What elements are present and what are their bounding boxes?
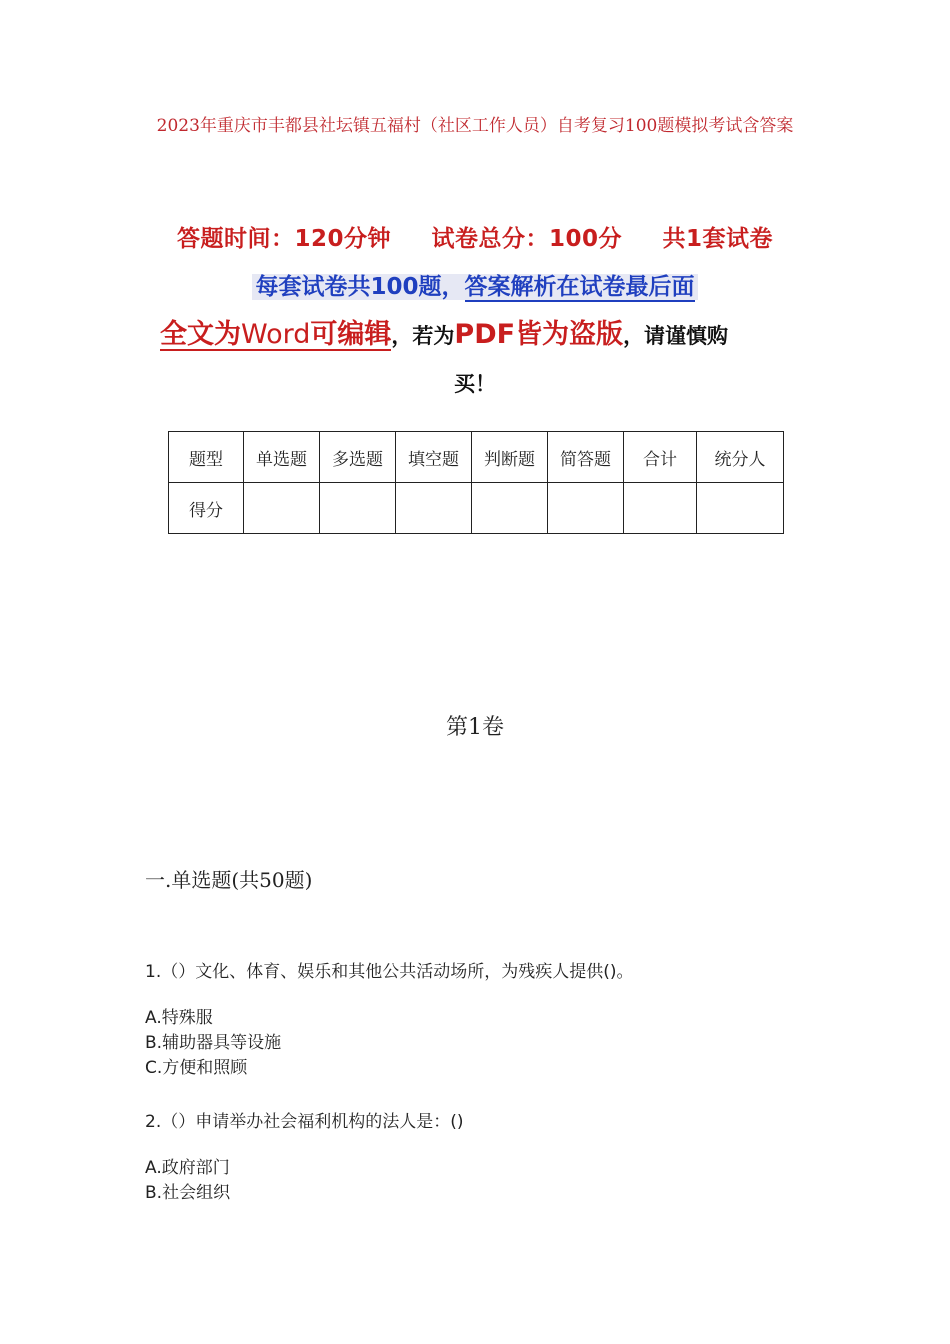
piracy-warning bbox=[160, 312, 800, 351]
warning-editable: 可编辑 bbox=[310, 319, 392, 350]
question-2-option-a: A.政府部门 bbox=[145, 1158, 230, 1178]
score-cell bbox=[548, 483, 624, 534]
warning-pirated: 皆为盗版 bbox=[515, 319, 624, 350]
question-1-option-b: B.辅助器具等设施 bbox=[145, 1033, 282, 1053]
score-header-fill: 填空题 bbox=[396, 432, 472, 483]
notice-question-count: 每套试卷共100题， bbox=[255, 274, 465, 300]
warning-word: Word bbox=[241, 319, 311, 350]
score-table-header-row bbox=[169, 432, 784, 483]
score-header-type: 题型 bbox=[169, 432, 244, 483]
warning-caution: ，请谨慎购 bbox=[623, 324, 729, 348]
score-cell bbox=[472, 483, 548, 534]
score-cell bbox=[244, 483, 320, 534]
exam-info bbox=[0, 220, 950, 253]
question-1-option-a: A.特殊服 bbox=[145, 1008, 213, 1028]
question-2: 2.（）申请举办社会福利机构的法人是：() bbox=[145, 1112, 464, 1132]
volume-heading: 第1卷 bbox=[446, 715, 504, 740]
exam-set-count: 共1套试卷 bbox=[662, 226, 774, 252]
notice-answer-location: 答案解析在试卷最后面 bbox=[464, 274, 695, 300]
exam-time: 答题时间：120分钟 bbox=[176, 226, 391, 252]
score-cell bbox=[624, 483, 697, 534]
score-table bbox=[168, 431, 784, 534]
score-header-grader: 统分人 bbox=[697, 432, 784, 483]
question-1-option-c: C.方便和照顾 bbox=[145, 1058, 248, 1078]
section-heading: 一.单选题(共50题) bbox=[145, 868, 313, 892]
warning-pdf: PDF bbox=[454, 319, 516, 350]
score-header-judge: 判断题 bbox=[472, 432, 548, 483]
exam-total-score: 试卷总分：100分 bbox=[431, 226, 622, 252]
question-1: 1.（）文化、体育、娱乐和其他公共活动场所，为残疾人提供()。 bbox=[145, 962, 634, 982]
score-table-score-row bbox=[169, 483, 784, 534]
score-cell bbox=[396, 483, 472, 534]
question-2-option-b: B.社会组织 bbox=[145, 1183, 231, 1203]
warning-part1: 全文为 bbox=[160, 319, 241, 350]
score-header-short: 简答题 bbox=[548, 432, 624, 483]
warning-buy: 买！ bbox=[454, 372, 496, 396]
score-header-total: 合计 bbox=[624, 432, 697, 483]
document-title: 2023年重庆市丰都县社坛镇五福村（社区工作人员）自考复习100题模拟考试含答案 bbox=[156, 116, 794, 136]
score-row-label: 得分 bbox=[169, 483, 244, 534]
score-cell bbox=[320, 483, 396, 534]
warning-if: ，若为 bbox=[391, 324, 455, 348]
score-cell bbox=[697, 483, 784, 534]
score-header-single: 单选题 bbox=[244, 432, 320, 483]
score-header-multi: 多选题 bbox=[320, 432, 396, 483]
answer-notice bbox=[0, 268, 950, 301]
